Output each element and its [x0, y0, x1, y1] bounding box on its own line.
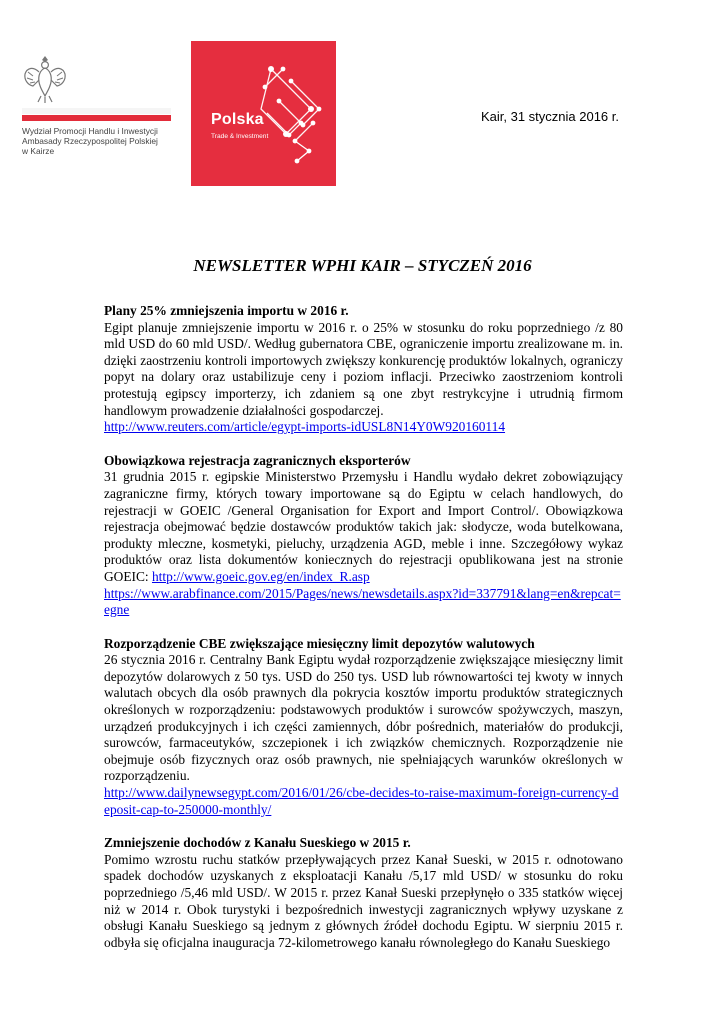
source-link[interactable]: https://www.arabfinance.com/2015/Pages/news/newsdetails.aspx?id=337791&lang=en&repcat=egne — [104, 585, 621, 618]
embassy-line: w Kairze — [22, 146, 55, 156]
section-heading: Rozporządzenie CBE zwiększające miesięczny limit depozytów walutowych — [104, 635, 535, 651]
goeic-link[interactable]: http://www.goeic.gov.eg/en/index_R.asp — [151, 568, 370, 584]
section-heading: Zmniejszenie dochodów z Kanału Sueskiego w 2015 r. — [104, 835, 411, 851]
embassy-line: Ambasady Rzeczypospolitej Polskiej — [22, 136, 158, 146]
source-link[interactable]: http://www.reuters.com/article/egypt-imports-idUSL8N14Y0W920160114 — [104, 419, 506, 435]
embassy-department-name — [22, 126, 192, 156]
embassy-line: Wydział Promocji Handlu i Inwestycji — [22, 126, 158, 136]
section-body: Egipt planuje zmniejszenie importu w 2016 r. o 25% w stosunku do roku poprzedniego /z 80 mld USD do 60 mld USD/. Według gubernatora CBE, ograniczenie importu zrealizowane m. in. dzięki zaostrzeniu kontroli importowych zwiększy konkurencję produktów lokalnych, ograniczy popyt na dolary oraz ustabilizuje ceny i poziom inflacji. Przeciwko zaostrzeniom kontroli protestują egipscy importerzy, ich zdaniem są one zbyt restrykcyjne i utrudnią firmom handlowym prowadzenie działalności gospodarczej. — [104, 319, 623, 418]
section-heading: Obowiązkowa rejestracja zagranicznych eksporterów — [104, 452, 411, 468]
news-section-suez-canal-revenue — [104, 835, 623, 951]
section-body-container — [104, 469, 623, 585]
polska-trade-investment-logo — [191, 41, 336, 186]
logo-subtitle-text: Trade & Investment — [211, 133, 269, 140]
section-body: Pomimo wzrostu ruchu statków przepływających przez Kanał Sueski, w 2015 r. odnotowano spadek dochodów uzyskanych z eksploatacji Kanału /5,17 mld USD/ w stosunku do roku poprzedniego /5,46 mld USD/. W 2015 r. przez Kanał Sueski przepłynęło o 335 statków więcej niż w 2014 r. Obok turystyki i bezpośrednich inwestycji zagranicznych wpływy uzyskane z obsługi Kanału Sueskiego są jednym z głównych źródeł dochodu Egiptu. W sierpniu 2015 r. odbyła się oficjalna inauguracja 72-kilometrowego kanału równoległego do Kanału Sueskiego — [104, 851, 623, 950]
source-link[interactable]: http://www.dailynewsegypt.com/2016/01/26/cbe-decides-to-raise-maximum-foreign-currency-deposit-cap-to-250000-monthly/ — [104, 785, 619, 817]
polish-eagle-emblem-icon — [22, 52, 68, 106]
section-heading: Plany 25% zmniejszenia importu w 2016 r. — [104, 303, 349, 318]
document-date: Kair, 31 stycznia 2016 r. — [480, 109, 619, 124]
section-body: 26 stycznia 2016 r. Centralny Bank Egiptu wydał rozporządzenie zwiększające miesięczny limit depozytów dolarowych z 50 tys. USD do 250 tys. USD lub równowartości tej kwoty w innych walutach obcych dla osób prawnych dla pokrycia kosztów importu produktów strategicznych określonych w rozporządzeniu: podstawowych produktów i surowców spożywczych, maszyn, urządzeń produkcyjnych i ich części zamiennych, dóbr pośrednich, materiałów do produkcji, surowców, farmaceutyków, szczepionek i ich związków chemicznych. Rozporządzenie nie obejmuje osób fizycznych oraz osób prawnych, nie spełniających warunków określonych w rozporządzeniu. — [104, 652, 623, 784]
newsletter-title: NEWSLETTER WPHI KAIR – STYCZEŃ 2016 — [193, 256, 532, 275]
logo-brand-text: Polska — [211, 111, 264, 128]
section-body: 31 grudnia 2015 r. egipskie Ministerstwo Przemysłu i Handlu wydało dekret zobowiązujący zagraniczne firmy, których towary importowane są do Egiptu w celach handlowych, do rejestracji w GOEIC /General Organisation for Export and Import Control/. Obowiązkowa rejestracja obejmować będzie dostawców produktów takich jak: słodycze, woda butelkowana, produkty mleczne, kosmetyki, pieluchy, urządzenia AGD, meble i inne. Szczegółowy wykaz produktów oraz lista dokumentów koniecznych do rejestracji opublikowana jest na stronie GOEIC: — [104, 469, 623, 584]
flag-stripe-red — [22, 115, 171, 121]
news-section-cbe-deposit-limit — [104, 636, 623, 819]
news-section-exporter-registration — [104, 453, 623, 619]
news-section-import-reduction — [104, 303, 623, 436]
newsletter-content — [104, 303, 623, 968]
flag-stripe-white — [22, 108, 171, 114]
